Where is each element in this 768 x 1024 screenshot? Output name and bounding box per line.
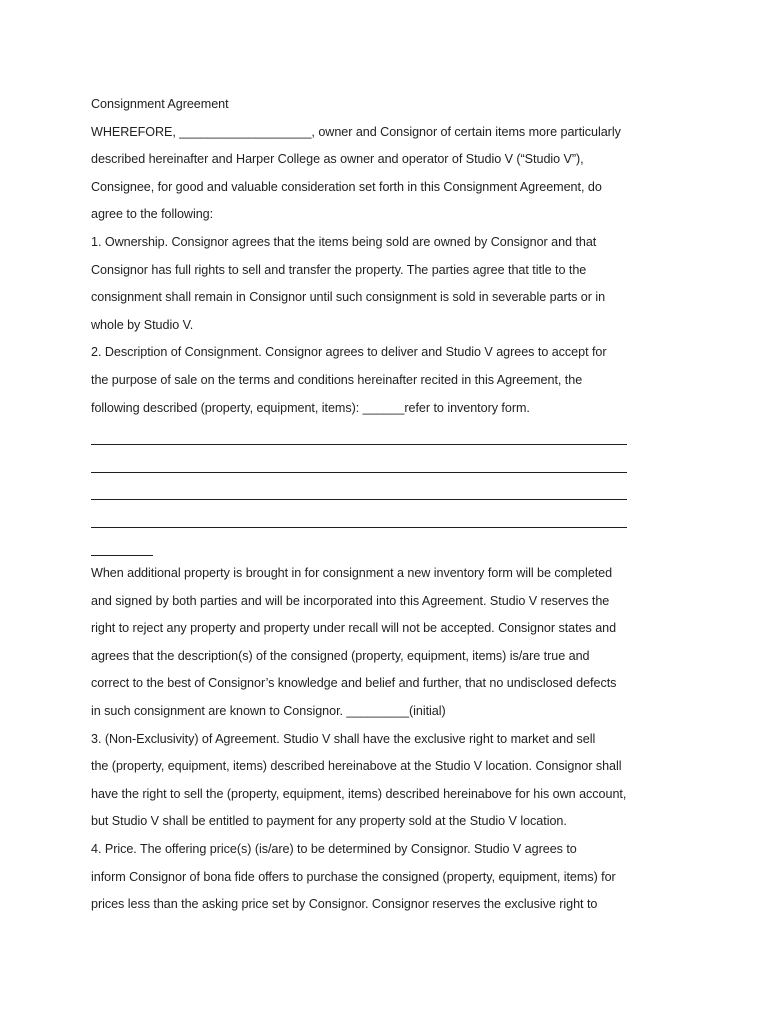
paragraph-line: WHEREFORE, ___________________, owner and Consignor of certain items more particularly <box>91 124 621 139</box>
paragraph-line: 4. Price. The offering price(s) (is/are) to be determined by Consignor. Studio V agrees to <box>91 842 577 857</box>
paragraph-line: the purpose of sale on the terms and conditions hereinafter recited in this Agreement, the <box>91 372 583 387</box>
paragraph-line: inform Consignor of bona fide offers to purchase the consigned (property, equipment, items) for <box>91 869 616 884</box>
paragraph-line: but Studio V shall be entitled to payment for any property sold at the Studio V location. <box>91 814 567 829</box>
paragraph-line: 3. (Non-Exclusivity) of Agreement. Studio V shall have the exclusive right to market and sell <box>91 731 596 746</box>
paragraph-line: When additional property is brought in for consignment a new inventory form will be completed <box>91 566 613 581</box>
fill-in-line[interactable] <box>91 450 651 478</box>
fill-in-line-short[interactable] <box>91 533 651 561</box>
paragraph-line: Consignee, for good and valuable consideration set forth in this Consignment Agreement, do <box>91 179 602 194</box>
agreement-body <box>91 91 651 919</box>
paragraph-line: have the right to sell the (property, equipment, items) described hereinabove for his own account, <box>91 786 627 801</box>
blank-underline <box>91 477 627 500</box>
paragraph-line: the (property, equipment, items) described hereinabove at the Studio V location. Consignor shall <box>91 759 622 774</box>
document-title: Consignment Agreement <box>91 97 229 111</box>
paragraph-line: in such consignment are known to Consignor. _________(initial) <box>91 704 446 719</box>
blank-underline <box>91 450 627 473</box>
paragraph-line: Consignor has full rights to sell and transfer the property. The parties agree that title to the <box>91 262 587 277</box>
paragraph-line: and signed by both parties and will be incorporated into this Agreement. Studio V reserves the <box>91 593 610 608</box>
fill-in-line[interactable] <box>91 422 651 450</box>
blank-underline <box>91 422 627 445</box>
fill-in-line[interactable] <box>91 477 651 505</box>
paragraph-line: agrees that the description(s) of the consigned (property, equipment, items) is/are true and <box>91 648 590 663</box>
blank-underline <box>91 505 627 528</box>
fill-in-line[interactable] <box>91 505 651 533</box>
paragraph-line: 1. Ownership. Consignor agrees that the items being sold are owned by Consignor and that <box>91 234 597 249</box>
paragraph-line: agree to the following: <box>91 207 214 222</box>
paragraph-line: described hereinafter and Harper College as owner and operator of Studio V (“Studio V”), <box>91 152 584 167</box>
paragraph-line: correct to the best of Consignor’s knowledge and belief and further, that no undisclosed defects <box>91 676 617 691</box>
paragraph-line: 2. Description of Consignment. Consignor agrees to deliver and Studio V agrees to accept for <box>91 345 607 360</box>
paragraph-line: consignment shall remain in Consignor until such consignment is sold in severable parts or in <box>91 290 606 305</box>
paragraph-line: prices less than the asking price set by Consignor. Consignor reserves the exclusive right to <box>91 897 598 912</box>
paragraph-line: whole by Studio V. <box>91 317 194 332</box>
paragraph-line: right to reject any property and property under recall will not be accepted. Consignor states and <box>91 621 617 636</box>
paragraph-line: following described (property, equipment, items): ______refer to inventory form. <box>91 400 530 415</box>
blank-underline <box>91 533 153 556</box>
